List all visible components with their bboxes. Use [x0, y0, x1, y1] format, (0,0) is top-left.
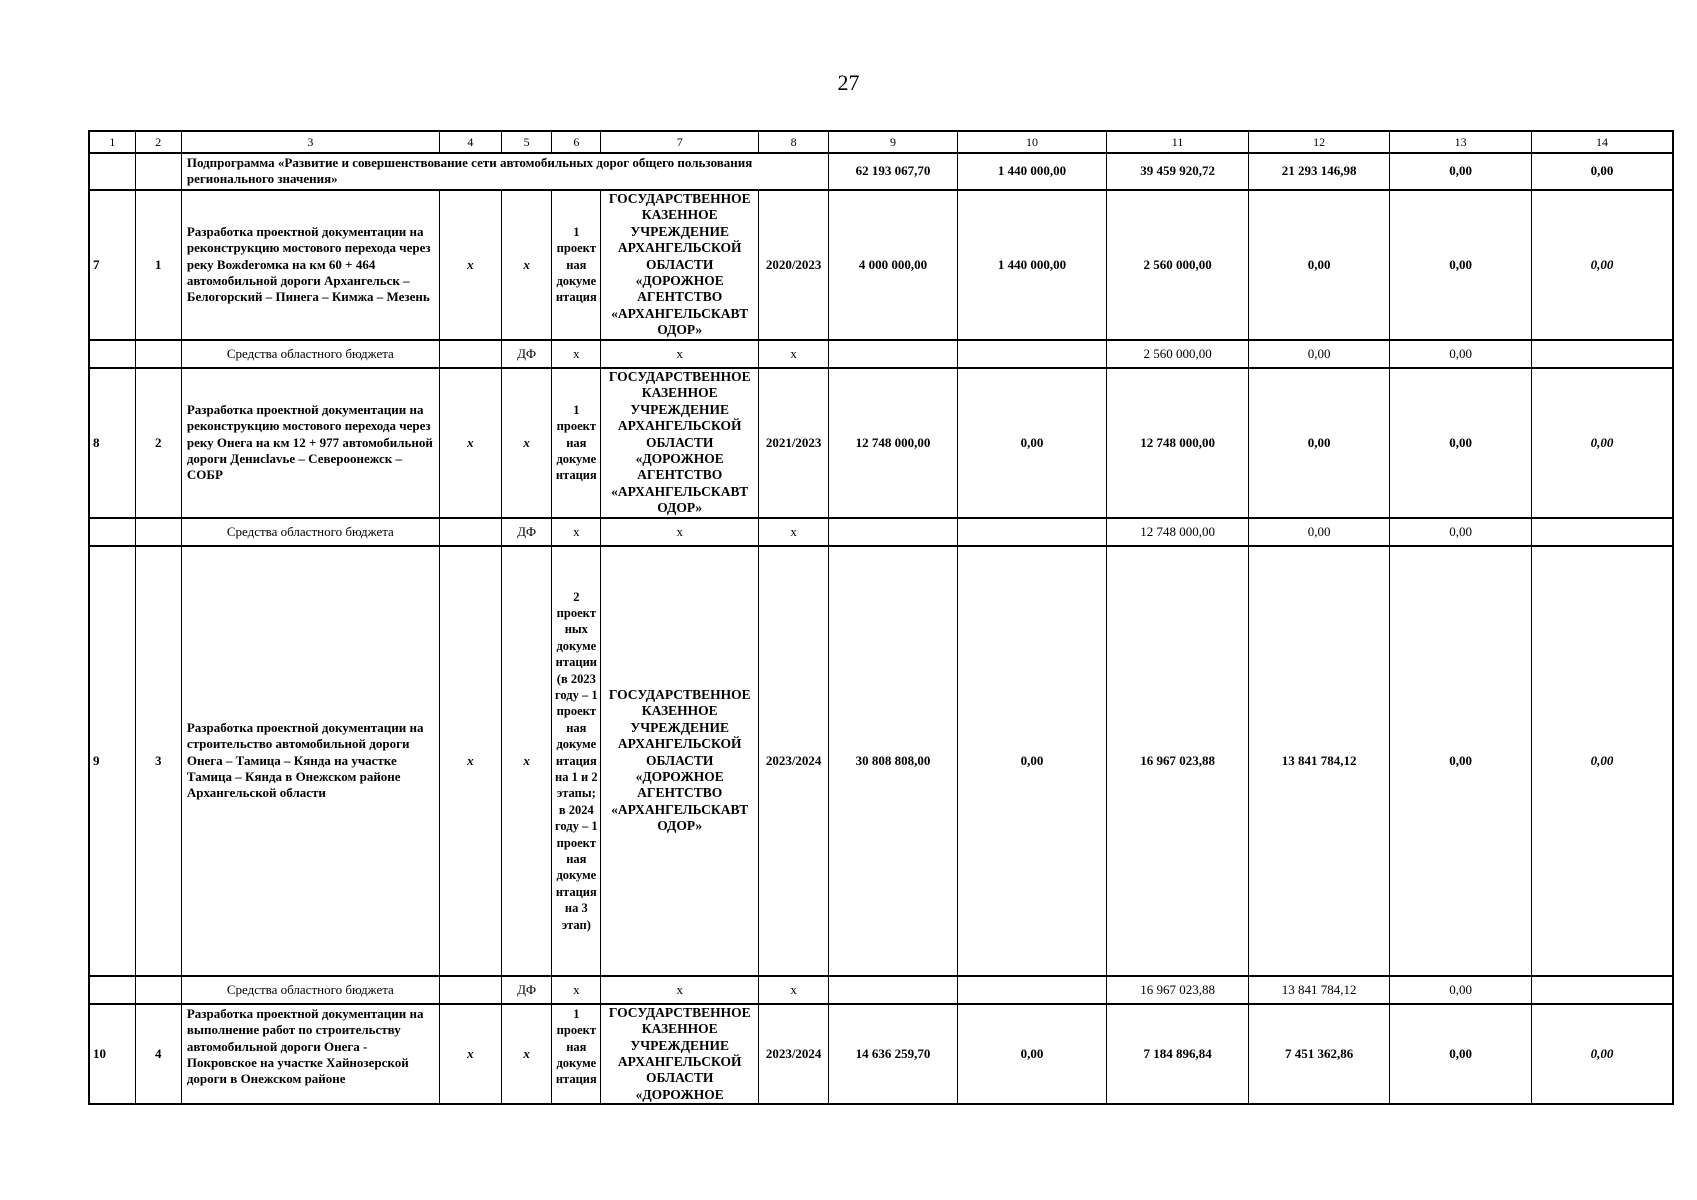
amount-2022: 1 440 000,00 [957, 153, 1107, 190]
result-indicator: 1 проектная документация [552, 368, 601, 518]
column-number: 10 [957, 131, 1107, 153]
amount-2025: 0,00 [1390, 190, 1532, 340]
total-amount: 4 000 000,00 [829, 190, 957, 340]
budget-row [89, 518, 1673, 546]
amount-2024: 0,00 [1248, 368, 1390, 518]
column-number: 7 [601, 131, 759, 153]
program-table [88, 130, 1674, 1105]
budget-row [89, 340, 1673, 368]
table-row [89, 1004, 1673, 1104]
amount-2026: 0,00 [1531, 368, 1673, 518]
measure-name: Разработка проектной документации на реконструкцию мостового перехода через реку Онега на км 12 + 977 автомобильной дороги Денисlavье – Североонежск – СОБР [181, 368, 439, 518]
result-indicator: 2 проектных документации (в 2023 году – 1 проектная документация на 1 и 2 этапы; в 2024 году – 1 проектная документация на 3 этап) [552, 546, 601, 976]
amount-2023: 2 560 000,00 [1107, 190, 1249, 340]
table-row [89, 190, 1673, 340]
executor: ГОСУДАРСТВЕННОЕ КАЗЕННОЕ УЧРЕЖДЕНИЕ АРХАНГЕЛЬСКОЙ ОБЛАСТИ «ДОРОЖНОЕ АГЕНТСТВО «АРХАНГЕЛЬСКАВТ ОДОР» [601, 546, 759, 976]
cell-x: х [439, 190, 501, 340]
row-number: 7 [89, 190, 135, 340]
column-number: 14 [1531, 131, 1673, 153]
total-amount: 12 748 000,00 [829, 368, 957, 518]
amount-2023: 16 967 023,88 [1107, 976, 1249, 1004]
page-number: 27 [837, 70, 860, 95]
amount-2025: 0,00 [1390, 1004, 1532, 1104]
cell-x: х [601, 976, 759, 1004]
amount-2025: 0,00 [1390, 340, 1532, 368]
column-number: 13 [1390, 131, 1532, 153]
amount-2026: 0,00 [1531, 546, 1673, 976]
amount-2023: 7 184 896,84 [1107, 1004, 1249, 1104]
amount-2023: 2 560 000,00 [1107, 340, 1249, 368]
subprogram-row [89, 153, 1673, 190]
amount-2022: 0,00 [957, 546, 1107, 976]
cell-x: х [502, 190, 552, 340]
amount-2026: 0,00 [1531, 190, 1673, 340]
column-number-row [89, 131, 1673, 153]
executor: ГОСУДАРСТВЕННОЕ КАЗЕННОЕ УЧРЕЖДЕНИЕ АРХАНГЕЛЬСКОЙ ОБЛАСТИ «ДОРОЖНОЕ [601, 1004, 759, 1104]
amount-2025: 0,00 [1390, 368, 1532, 518]
amount-2022: 0,00 [957, 1004, 1107, 1104]
amount-2025: 0,00 [1390, 518, 1532, 546]
amount-2026: 0,00 [1531, 153, 1673, 190]
fund-code: ДФ [502, 340, 552, 368]
cell-x: х [552, 340, 601, 368]
amount-2026: 0,00 [1531, 1004, 1673, 1104]
column-number: 11 [1107, 131, 1249, 153]
result-indicator: 1 проектная документация [552, 190, 601, 340]
amount-2023: 39 459 920,72 [1107, 153, 1249, 190]
amount-2022: 0,00 [957, 368, 1107, 518]
cell-x: х [759, 976, 829, 1004]
result-indicator: 1 проектная документация [552, 1004, 601, 1104]
period: 2023/2024 [759, 1004, 829, 1104]
cell-x: х [601, 518, 759, 546]
amount-2024: 0,00 [1248, 518, 1390, 546]
cell-x: х [439, 368, 501, 518]
measure-name: Разработка проектной документации на реконструкцию мостового перехода через реку Вожderомка на км 60 + 464 автомобильной дороги Архангельск – Белогорский – Пинега – Кимжа – Мезень [181, 190, 439, 340]
column-number: 1 [89, 131, 135, 153]
item-number: 2 [135, 368, 181, 518]
budget-label: Средства областного бюджета [181, 976, 439, 1004]
total-amount: 30 808 808,00 [829, 546, 957, 976]
period: 2023/2024 [759, 546, 829, 976]
column-number: 8 [759, 131, 829, 153]
cell-x: х [552, 976, 601, 1004]
measure-name: Разработка проектной документации на строительство автомобильной дороги Онега – Тамица – Кянда на участке Тамица – Кянда в Онежском районе Архангельской области [181, 546, 439, 976]
item-number: 4 [135, 1004, 181, 1104]
column-number: 6 [552, 131, 601, 153]
amount-2025: 0,00 [1390, 153, 1532, 190]
budget-row [89, 976, 1673, 1004]
subprogram-title: Подпрограмма «Развитие и совершенствование сети автомобильных дорог общего пользования регионального значения» [181, 153, 828, 190]
column-number: 2 [135, 131, 181, 153]
budget-label: Средства областного бюджета [181, 518, 439, 546]
cell-x: х [502, 368, 552, 518]
cell-x: х [502, 1004, 552, 1104]
amount-2023: 16 967 023,88 [1107, 546, 1249, 976]
cell-x: х [552, 518, 601, 546]
period: 2021/2023 [759, 368, 829, 518]
measure-name: Разработка проектной документации на выполнение работ по строительству автомобильной дороги Онега - Покровское на участке Хайнозерской дороги в Онежском районе [181, 1004, 439, 1104]
cell-x: х [759, 340, 829, 368]
amount-2022: 1 440 000,00 [957, 190, 1107, 340]
amount-2023: 12 748 000,00 [1107, 368, 1249, 518]
cell-x: х [439, 546, 501, 976]
column-number: 4 [439, 131, 501, 153]
fund-code: ДФ [502, 976, 552, 1004]
item-number: 1 [135, 190, 181, 340]
cell-x: х [439, 1004, 501, 1104]
total-amount: 62 193 067,70 [829, 153, 957, 190]
cell-x: х [502, 546, 552, 976]
cell-x: х [759, 518, 829, 546]
cell-x: х [601, 340, 759, 368]
row-number: 9 [89, 546, 135, 976]
period: 2020/2023 [759, 190, 829, 340]
amount-2024: 0,00 [1248, 340, 1390, 368]
fund-code: ДФ [502, 518, 552, 546]
executor: ГОСУДАРСТВЕННОЕ КАЗЕННОЕ УЧРЕЖДЕНИЕ АРХАНГЕЛЬСКОЙ ОБЛАСТИ «ДОРОЖНОЕ АГЕНТСТВО «АРХАНГЕЛЬСКАВТ ОДОР» [601, 368, 759, 518]
column-number: 3 [181, 131, 439, 153]
row-number: 10 [89, 1004, 135, 1104]
budget-label: Средства областного бюджета [181, 340, 439, 368]
table-row [89, 368, 1673, 518]
executor: ГОСУДАРСТВЕННОЕ КАЗЕННОЕ УЧРЕЖДЕНИЕ АРХАНГЕЛЬСКОЙ ОБЛАСТИ «ДОРОЖНОЕ АГЕНТСТВО «АРХАНГЕЛЬСКАВТ ОДОР» [601, 190, 759, 340]
column-number: 12 [1248, 131, 1390, 153]
amount-2023: 12 748 000,00 [1107, 518, 1249, 546]
total-amount: 14 636 259,70 [829, 1004, 957, 1104]
table-row [89, 546, 1673, 976]
amount-2024: 7 451 362,86 [1248, 1004, 1390, 1104]
row-number: 8 [89, 368, 135, 518]
amount-2025: 0,00 [1390, 976, 1532, 1004]
amount-2024: 13 841 784,12 [1248, 976, 1390, 1004]
column-number: 5 [502, 131, 552, 153]
amount-2024: 21 293 146,98 [1248, 153, 1390, 190]
column-number: 9 [829, 131, 957, 153]
amount-2024: 0,00 [1248, 190, 1390, 340]
item-number: 3 [135, 546, 181, 976]
amount-2024: 13 841 784,12 [1248, 546, 1390, 976]
amount-2025: 0,00 [1390, 546, 1532, 976]
